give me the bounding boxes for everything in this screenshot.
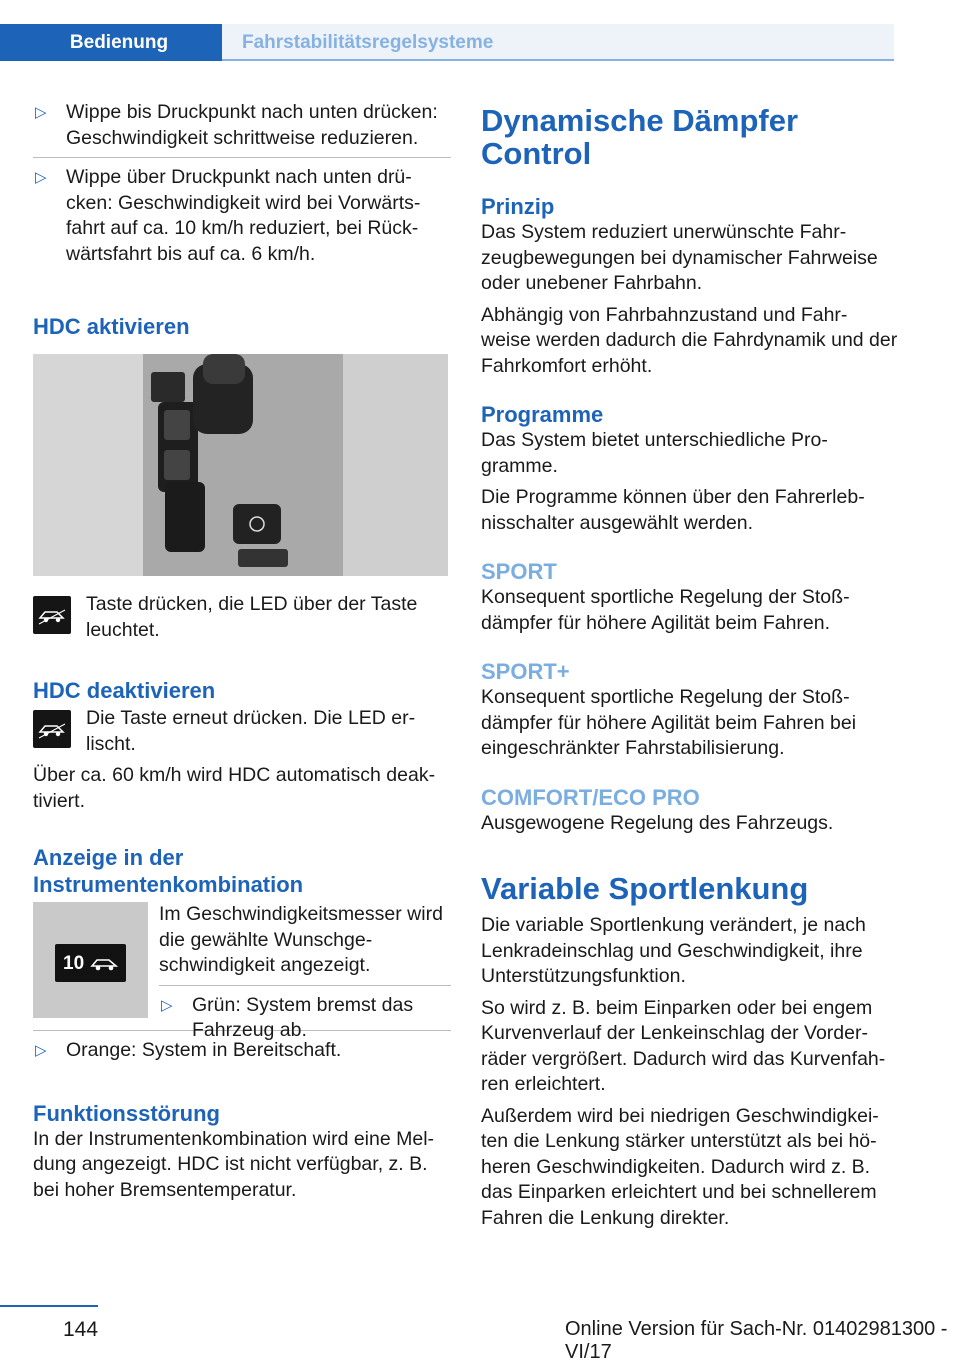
heading-funktionsstoerung: Funktionsstörung — [33, 1100, 220, 1126]
tab-section-title[interactable]: Fahrstabilitätsregelsysteme — [222, 24, 894, 61]
vsl-text-2: So wird z. B. beim Einparken oder bei engem Kurvenverlauf der Lenkeinschlag der Vorder- räder vergrößert. Dadurch wird das Kurvenfah- ren erleichtert. — [481, 996, 886, 1095]
hdc-auto-text: Über ca. 60 km/h wird HDC automatisch deak- tiviert. — [33, 764, 436, 812]
programme-text-2: Die Programme können über den Fahrerleb- nisschalter ausgewählt werden. — [481, 486, 865, 534]
triangle-bullet-icon: ▷ — [35, 169, 47, 186]
instrument-display-image — [33, 902, 148, 1018]
vsl-text-3: Außerdem wird bei niedrigen Geschwindigkei- ten die Lenkung stärker unterstützt als bei hö- heren Geschwindigkeiten. Dadurch wird z. B. das Einparken erleichtert und bei schnellerem Fahren die Lenkung direkter. — [481, 1104, 879, 1229]
prinzip-text-1: Das System reduziert unerwünschte Fahr- zeugbewegungen bei dynamischer Fahrweise oder unebener Fahrbahn. — [481, 221, 878, 294]
display-block — [33, 902, 451, 1041]
display-description — [159, 902, 451, 1044]
title-dynamische-daempfer: Dynamische Dämpfer Control — [481, 103, 799, 171]
heading-hdc-aktivieren: HDC aktivieren — [33, 314, 190, 339]
tab-bedienung[interactable]: Bedienung — [0, 24, 230, 61]
hdc-button-icon — [33, 596, 71, 634]
prinzip-text-2: Abhängig von Fahrbahnzustand und Fahr- weise werden dadurch die Fahrdynamik und der Fahrkomfort erhöht. — [481, 303, 898, 377]
title-variable-sportlenkung: Variable Sportlenkung — [481, 871, 809, 906]
vsl-text-1: Die variable Sportlenkung verändert, je nach Lenkradeinschlag und Geschwindigkeit, ihre Unterstützungsfunktion. — [481, 914, 866, 987]
display-speed-value: 10 — [63, 953, 85, 974]
sport-plus-text: Konsequent sportliche Regelung der Stoß- dämpfer für höhere Agilität beim Fahren bei eingeschränkter Fahrstabilisierung. — [481, 686, 857, 759]
list-item-text: Grün: System bremst das Fahrzeug ab. — [192, 993, 414, 1041]
heading-programme: Programme — [481, 402, 604, 427]
hdc-off-text: Die Taste erneut drücken. Die LED er- lischt. — [86, 707, 416, 755]
list-item-text: Wippe über Druckpunkt nach unten drü- cken: Geschwindigkeit wird bei Vorwärts- fahrt auf ca. 10 km/h reduziert, bei Rück- wärtsfahrt bis auf ca. 6 km/h. — [66, 166, 421, 265]
programme-text-1: Das System bietet unterschiedliche Pro- gramme. — [481, 429, 828, 477]
list-item-text: Orange: System in Bereitschaft. — [66, 1039, 342, 1061]
list-item — [33, 100, 451, 151]
hdc-button-row — [33, 592, 451, 643]
footer-rule — [0, 1305, 98, 1307]
divider — [159, 985, 451, 986]
header-rule — [222, 59, 894, 61]
right-column — [481, 100, 899, 1231]
online-version-label: Online Version für Sach-Nr. 01402981300 - VI/17 — [565, 1318, 948, 1363]
heading-sport: SPORT — [481, 559, 557, 584]
triangle-bullet-icon: ▷ — [161, 996, 173, 1014]
sport-text: Konsequent sportliche Regelung der Stoß- dämpfer für höhere Agilität beim Fahren. — [481, 586, 850, 634]
gear-selector-photo — [33, 354, 448, 576]
hdc-on-text: Taste drücken, die LED über der Taste leuchtet. — [86, 593, 418, 641]
hdc-off-row — [33, 706, 451, 757]
comfort-text: Ausgewogene Regelung des Fahrzeugs. — [481, 811, 834, 834]
triangle-bullet-icon: ▷ — [35, 104, 47, 121]
fault-text: In der Instrumentenkombination wird eine Mel- dung angezeigt. HDC ist nicht verfügbar, z. B. bei hoher Bremsentemperatur. — [33, 1127, 435, 1201]
hdc-button-icon — [33, 710, 71, 748]
heading-prinzip: Prinzip — [481, 194, 555, 219]
heading-comfort-eco-pro: COMFORT/ECO PRO — [481, 784, 700, 810]
list-item — [33, 1038, 451, 1064]
divider — [33, 157, 451, 158]
hdc-speed-indicator — [55, 944, 126, 982]
list-item-text: Wippe bis Druckpunkt nach unten drücken: Geschwindigkeit schrittweise reduzieren. — [66, 101, 438, 149]
left-column — [33, 100, 451, 1203]
list-item — [33, 165, 451, 267]
list-item — [159, 993, 451, 1044]
heading-anzeige: Anzeige in der Instrumentenkombination — [33, 845, 304, 897]
car-slope-icon — [89, 952, 121, 974]
triangle-bullet-icon: ▷ — [35, 1042, 47, 1059]
display-text: Im Geschwindigkeitsmesser wird die gewählte Wunschge- schwindigkeit angezeigt. — [159, 903, 443, 976]
gear-selector-illustration — [33, 354, 448, 576]
page-number: 144 — [63, 1318, 99, 1341]
heading-hdc-deaktivieren: HDC deaktivieren — [33, 678, 216, 703]
heading-sport-plus: SPORT+ — [481, 659, 570, 684]
